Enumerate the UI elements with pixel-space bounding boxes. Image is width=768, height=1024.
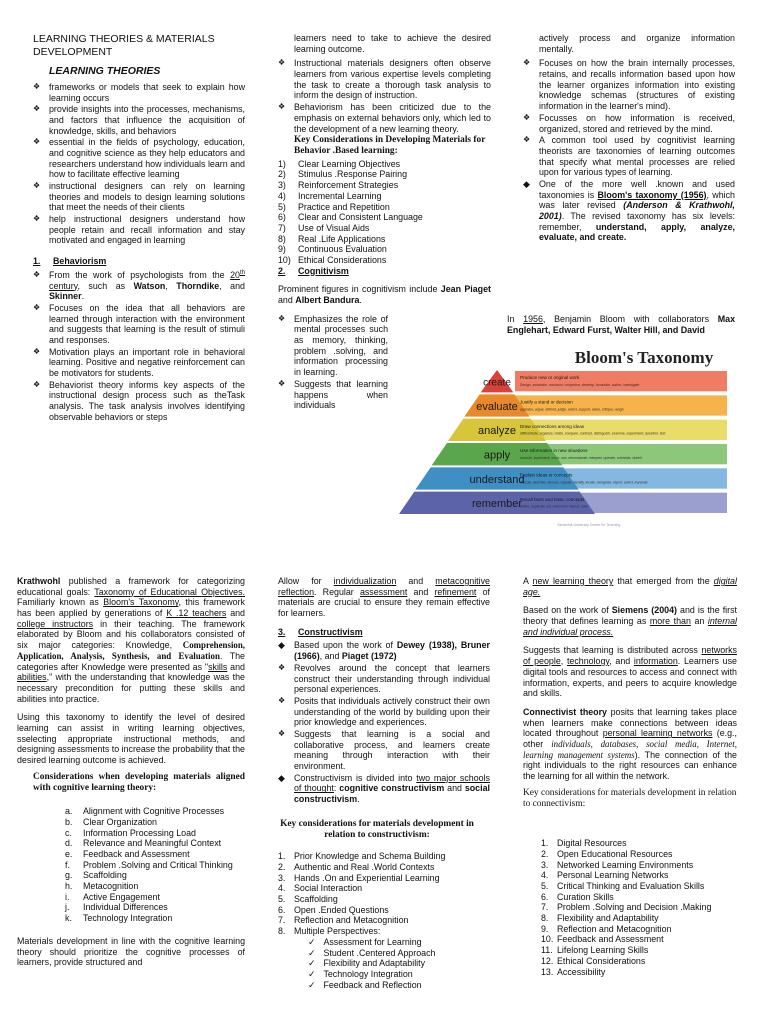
pyramid-band-analyze <box>515 420 727 440</box>
cognitivism-bullets-cont <box>523 58 735 243</box>
siemens-paragraph: Based on the work of Siemens (2004) and is the first theory that defines learning as more than an internal and individual process. <box>523 605 737 637</box>
pyramid-label-understand: understand <box>469 473 525 486</box>
list-item: 10. Feedback and Assessment <box>541 934 664 945</box>
pyramid-label-evaluate: evaluate <box>476 400 518 413</box>
pyramid-label-apply: apply <box>483 449 511 462</box>
list-item: ❖ Behaviorist theory informs key aspects of the instructional design process such as theTask analysis. The task analysis involves identifying observable behaviors or steps <box>33 380 245 423</box>
document-title: LEARNING THEORIES & MATERIALS DEVELOPMENT <box>33 33 215 59</box>
list-item: 4. Personal Learning Networks <box>541 870 669 881</box>
list-item: 3. Networked Learning Environments <box>541 859 694 870</box>
list-item: d. Relevance and Meaningful Context <box>65 838 222 849</box>
list-item: ❖ essential in the fields of psychology, education, and cognitive science as they help educators and researchers understand how individuals learn and how to facilitate effective learning <box>33 137 245 180</box>
pyramid-band-heading: Explain ideas or concepts <box>520 472 573 478</box>
list-item: ❖ Suggests that learning is a social and collaborative process, and learners create meaning through interaction with their environment. <box>278 729 490 772</box>
list-item: ❖ Focuses on the idea that all behaviors are learned through interaction with the environment and suggests that learning is the result of stimuli and responses. <box>33 303 245 346</box>
list-item: ✓ Student .Centered Approach <box>308 948 490 959</box>
list-item: b. Clear Organization <box>65 816 157 827</box>
continued-text: actively process and organize information mentally. <box>539 33 735 54</box>
list-item: ❖ Behaviorism has been criticized due to the emphasis on external behaviors only, which led to the development of a new learning theory. <box>278 102 491 134</box>
list-item: g. Scaffolding <box>65 870 127 881</box>
list-item: ✓ Technology Integration <box>308 969 490 980</box>
list-item: ✓ Feedback and Reflection <box>308 980 490 991</box>
cognitive-continued-paragraph: Allow for individualization and metacognitive reflection. Regular assessment and refinement of materials are crucial to ensure they remain effective for learners. <box>278 576 490 619</box>
blooms-taxonomy-pyramid <box>397 345 729 530</box>
list-item: j. Individual Differences <box>65 902 168 913</box>
list-item: i. Active Engagement <box>65 891 160 902</box>
behavior-key-considerations-heading: Key Considerations in Developing Materials for Behavior .Based learning: <box>294 135 486 157</box>
behaviorism-bullets-cont <box>278 58 491 134</box>
list-item: ❖ Revolves around the concept that learners construct their understanding through individual personal experiences. <box>278 663 490 695</box>
list-item: 7) Use of Visual Aids <box>278 222 370 233</box>
pyramid-band-heading: Produce new or original work <box>520 375 580 381</box>
pyramid-band-heading: Justify a stand or decision <box>520 399 573 405</box>
krathwohl-paragraph: Krathwohl published a framework for categorizing educational goals: Taxonomy of Educational Objectives. Familiarly known as Bloom's Taxonomy, this framework has been applied by generations of K .12 teachers and college instructors in their teaching. The framework elaborated by Bloom and his collaborators consisted of six major categories: Knowledge, Comprehension, Application, Analysis, Synthesis, and Evaluation. The categories after Knowledge were presented as "skills and abilities," with the understanding that knowledge was the necessary precondition for putting these skills and abilities into practice. <box>17 576 245 704</box>
list-item: e. Feedback and Assessment <box>65 849 190 859</box>
connectivism-considerations-list <box>523 838 737 977</box>
column-3 <box>523 33 735 343</box>
section-constructivism-heading: 3. Constructivism <box>278 626 363 637</box>
list-item: ✓ Flexibility and Adaptability <box>308 958 490 969</box>
column-4 <box>17 576 245 1024</box>
pyramid-band-heading: Draw connections among ideas <box>520 423 585 429</box>
list-item: ❖ Motivation plays an important role in behavioral learning. Positive and negative reinforcement can be motivators for students. <box>33 347 245 379</box>
pyramid-band-verbs: differentiate, organize, relate, compare, contrast, distinguish, examine, experiment, question, test <box>520 431 666 436</box>
pyramid-label-create: create <box>483 377 511 389</box>
list-item: ❖ A common tool used by cognitivist learning theorists are taxonomies of learning outcomes that specify what mental processes are relied upon for various types of learning. <box>523 135 735 178</box>
list-item: 7. Problem .Solving and Decision .Making <box>541 902 712 913</box>
column-5 <box>278 576 490 1024</box>
distributed-learning-paragraph: Suggests that learning is distributed across networks of people, technology, and information. Learners use digital tools and resources to access and connect with information, experts, and peers to acquire knowledge and skills. <box>523 645 737 699</box>
list-item: h. Metacognition <box>65 881 139 892</box>
pyramid-band-verbs: Design, assemble, construct, conjecture, develop, formulate, author, investigate <box>520 383 640 388</box>
list-item: ◆ Based upon the work of Dewey (1938), Bruner (1966), and Piaget (1972) <box>278 640 490 661</box>
list-item: ❖ Suggests that learning happens when individuals <box>278 379 388 411</box>
list-item: ❖ instructional designers can rely on learning theories and models to design learning solutions that meet the needs of their clients <box>33 181 245 213</box>
list-item: 8) Real .Life Applications <box>278 233 386 244</box>
list-item: ❖ Focusses on how information is received, organized, stored and retrieved by the mind. <box>523 113 735 134</box>
constructivism-considerations-list <box>278 851 490 937</box>
cognitive-considerations-heading: Considerations when developing materials aligned with cognitive learning theory: <box>33 771 245 793</box>
pyramid-band-create <box>515 371 727 391</box>
list-item: ❖ Posits that individuals actively construct their own understanding of the world by building upon their prior knowledge and experiences. <box>278 696 490 728</box>
behavior-considerations-list <box>278 159 491 266</box>
section-cognitivism-heading: 2. Cognitivism <box>278 265 349 276</box>
list-item: ❖ frameworks or models that seek to explain how learning occurs <box>33 82 245 103</box>
connectivism-considerations-heading: Key considerations for materials development in relation to connectivism: <box>523 787 737 809</box>
list-item: 13. Accessibility <box>541 966 606 977</box>
cognitivism-bullets <box>278 314 388 411</box>
continued-text: learners need to take to achieve the desired learning outcome. <box>294 33 491 54</box>
list-item: k. Technology Integration <box>65 913 173 924</box>
list-item: 9. Reflection and Metacognition <box>541 923 672 934</box>
list-item: 9) Continuous Evaluation <box>278 244 387 255</box>
list-item: 5. Scaffolding <box>278 894 338 905</box>
list-item: ❖ Emphasizes the role of mental processes such as memory, thinking, problem .solving, and information processing in learning. <box>278 314 388 378</box>
list-item: ❖ help instructional designers understand how people retain and recall information and stay motivated and engaged in learning <box>33 214 245 246</box>
list-item: ◆ Constructivism is divided into two major schools of thought: cognitive constructivism and social constructivism. <box>278 773 490 805</box>
list-item: ◆ One of the more well .known and used taxonomies is Bloom's taxonomy (1956), which was later revised (Anderson & Krathwohl, 2001). The revised taxonomy has six levels: remember, understand, apply, analyze, evaluate, and create. <box>523 179 735 243</box>
list-item: ✓ Assessment for Learning <box>308 937 490 948</box>
list-item: 12. Ethical Considerations <box>541 955 646 966</box>
list-item: 1. Digital Resources <box>541 838 627 849</box>
list-item: 3. Hands .On and Experiential Learning <box>278 872 440 883</box>
pyramid-label-remember: remember <box>471 498 523 511</box>
pyramid-label-analyze: analyze <box>478 425 516 438</box>
pyramid-band-verbs: appraise, argue, defend, judge, select, support, value, critique, weigh <box>520 407 624 412</box>
pyramid-band-heading: Recall facts and basic concepts <box>520 496 585 502</box>
pyramid-title: Bloom's Taxonomy <box>574 348 714 367</box>
list-item: 6) Clear and Consistent Language <box>278 212 423 223</box>
connectivism-intro: A new learning theory that emerged from the digital age. <box>523 576 737 597</box>
list-item: 10) Ethical Considerations <box>278 254 387 265</box>
list-item: 5. Critical Thinking and Evaluation Skills <box>541 881 705 891</box>
learning-theories-bullets <box>33 82 245 246</box>
list-item: 6. Open .Ended Questions <box>278 904 389 915</box>
pyramid-band-verbs: execute, implement, solve, use, demonstrate, interpret, operate, schedule, sketch <box>520 456 643 461</box>
pyramid-credit: Vanderbilt University Center for Teaching <box>557 523 621 527</box>
pyramid-band-verbs: classify, describe, discuss, explain, identify, locate, recognize, report, select, translate <box>520 480 648 485</box>
constructivism-considerations-heading: Key considerations for materials development in relation to constructivism: <box>280 818 474 841</box>
learning-theories-heading: LEARNING THEORIES <box>49 65 161 78</box>
section-behaviorism-heading: 1. Behaviorism <box>33 256 107 267</box>
list-item: 5) Practice and Repetition <box>278 201 390 212</box>
list-item: ❖ Focuses on how the brain internally processes, retains, and recalls information based upon how the learner organizes information into existing knowledge schemas (structures of existing information in the learner's mind). <box>523 58 735 111</box>
list-item: 2) Stimulus .Response Pairing <box>278 169 408 180</box>
list-item: ❖ provide insights into the processes, mechanisms, and factors that influence the acquisition of knowledge, skills, and behaviors <box>33 104 245 136</box>
pyramid-band-heading: Use information in new situations <box>520 448 588 454</box>
list-item: ❖ Instructional materials designers often observe learners from various expertise levels completing the task to create a thorough task analysis to inform the design of instruction. <box>278 58 491 101</box>
list-item: 8. Flexibility and Adaptability <box>541 913 659 924</box>
list-item: 1) Clear Learning Objectives <box>278 158 401 169</box>
cognitivism-figures: Prominent figures in cognitivism include Jean Piaget and Albert Bandura. <box>278 284 491 305</box>
column-6 <box>523 576 737 1024</box>
multiple-perspectives-checklist <box>278 937 490 990</box>
cognitive-materials-paragraph: Materials development in line with the cognitive learning theory should prioritize the cognitive processes of learners, provide structured and <box>17 935 245 968</box>
pyramid-band-verbs: define, duplicate, list, memorize, repeat, state <box>520 504 589 509</box>
list-item: c. Information Processing Load <box>65 827 196 838</box>
list-item: 1. Prior Knowledge and Schema Building <box>278 851 446 862</box>
column-1 <box>33 33 245 503</box>
list-item: 4. Social Interaction <box>278 883 363 894</box>
behaviorism-bullets <box>33 270 245 423</box>
list-item: ❖ From the work of psychologists from the 20th century, such as Watson, Thorndike, and Skinner. <box>33 270 245 302</box>
list-item: 3) Reinforcement Strategies <box>278 180 399 191</box>
list-item: 2. Open Educational Resources <box>541 848 673 859</box>
bloom-intro: In 1956, Benjamin Bloom with collaborators Max Englehart, Edward Furst, Walter Hill, and David <box>507 314 736 335</box>
taxonomy-use-paragraph: Using this taxonomy to identify the level of desired learning can assist in writing learning objectives, sselecting appropriate instructional methods, and designing assessments to increase the probability that the desired learning outcome is achieved. <box>17 712 245 765</box>
list-item: 2. Authentic and Real .World Contexts <box>278 862 435 872</box>
list-item: 4) Incremental Learning <box>278 190 382 201</box>
list-item: f. Problem .Solving and Critical Thinking <box>65 859 233 870</box>
connectivist-theory-paragraph: Connectivist theory posits that learning takes place when learners make connections between ideas located throughout personal learning networks (e.g., other individuals, databases, social media, Internet, learning management systems). The connection of the right individuals to the right resources can enhance the learning for all within the network. <box>523 706 737 781</box>
list-item: 11. Lifelong Learning Skills <box>541 945 649 956</box>
list-item: 8. Multiple Perspectives: <box>278 926 381 937</box>
list-item: 6. Curation Skills <box>541 891 614 902</box>
pyramid-band-evaluate <box>515 395 727 415</box>
list-item: a. Alignment with Cognitive Processes <box>65 806 225 817</box>
constructivism-bullets <box>278 640 490 804</box>
list-item: 7. Reflection and Metacognition <box>278 915 409 926</box>
cognitive-considerations-list <box>17 806 245 924</box>
